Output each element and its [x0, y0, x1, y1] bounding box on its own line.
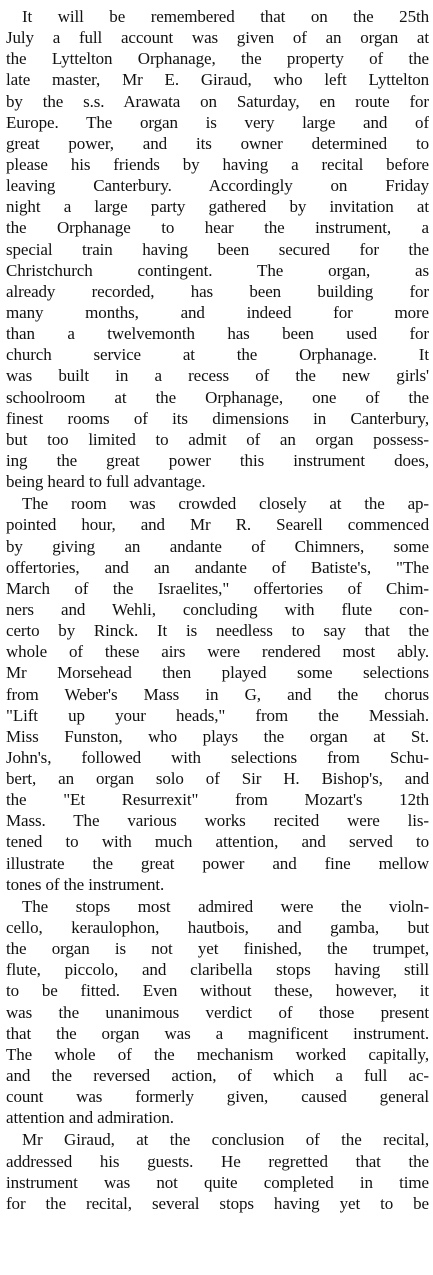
text-line: night a large party gathered by invitation at: [6, 197, 429, 217]
paragraph-1: [6, 6, 429, 492]
paragraph-4: [6, 1129, 429, 1214]
text-line: that the organ was a magnificent instrument.: [6, 1023, 429, 1043]
text-line: many months, and indeed for more: [6, 302, 429, 322]
text-line: finest rooms of its dimensions in Canterbury,: [6, 408, 429, 428]
text-line: March of the Israelites," offertories of Chim-: [6, 578, 429, 598]
paragraph-3: [6, 896, 429, 1129]
text-line: John's, followed with selections from Schu-: [6, 747, 429, 767]
text-line: The stops most admired were the violn-: [22, 896, 429, 916]
text-line: The room was crowded closely at the ap-: [22, 494, 429, 514]
text-line: church service at the Orphanage. It: [6, 345, 429, 365]
text-line: was built in a recess of the new girls': [6, 366, 429, 386]
text-line: the Orphanage to hear the instrument, a: [6, 218, 429, 238]
text-line: count was formerly given, caused general: [6, 1087, 429, 1107]
text-line: for the recital, several stops having yet to be: [6, 1193, 429, 1213]
text-line: great power, and its owner determined to: [6, 133, 429, 153]
text-line: offertories, and an andante of Batiste's, "The: [6, 557, 429, 577]
text-line: Christchurch contingent. The organ, as: [6, 260, 429, 280]
text-line: addressed his guests. He regretted that the: [6, 1151, 429, 1171]
text-line: was the unanimous verdict of those present: [6, 1002, 429, 1022]
text-line: special train having been secured for the: [6, 239, 429, 259]
text-line: than a twelvemonth has been used for: [6, 324, 429, 344]
text-line: ing the great power this instrument does,: [6, 450, 429, 470]
text-line: leaving Canterbury. Accordingly on Friday: [6, 176, 429, 196]
text-line: from Weber's Mass in G, and the chorus: [6, 684, 429, 704]
text-line: tened to with much attention, and served to: [6, 832, 429, 852]
text-line: to be fitted. Even without these, however, it: [6, 981, 429, 1001]
text-line: bert, an organ solo of Sir H. Bishop's, and: [6, 769, 429, 789]
paragraph-2: [6, 493, 429, 895]
text-line: pointed hour, and Mr R. Searell commenced: [6, 515, 429, 535]
text-line: Mr Morsehead then played some selections: [6, 663, 429, 683]
text-line: flute, piccolo, and claribella stops having still: [6, 960, 429, 980]
text-line: Mr Giraud, at the conclusion of the recital,: [22, 1130, 429, 1150]
text-line: please his friends by having a recital before: [6, 154, 429, 174]
text-line: by the s.s. Arawata on Saturday, en route for: [6, 91, 429, 111]
text-line: Mass. The various works recited were lis-: [6, 811, 429, 831]
text-line: the organ is not yet finished, the trumpet,: [6, 939, 429, 959]
text-line: certo by Rinck. It is needless to say that the: [6, 621, 429, 641]
text-line: late master, Mr E. Giraud, who left Lyttelton: [6, 70, 429, 90]
text-line: tones of the instrument.: [6, 874, 165, 894]
text-line: "Lift up your heads," from the Messiah.: [6, 705, 429, 725]
text-line: July a full account was given of an organ at: [6, 28, 429, 48]
text-line: the "Et Resurrexit" from Mozart's 12th: [6, 790, 429, 810]
text-line: but too limited to admit of an organ possess-: [6, 429, 429, 449]
text-line: Miss Funston, who plays the organ at St.: [6, 726, 429, 746]
text-line: whole of these airs were rendered most ably.: [6, 642, 429, 662]
text-line: by giving an andante of Chimners, some: [6, 536, 429, 556]
text-line: Europe. The organ is very large and of: [6, 112, 429, 132]
text-line: schoolroom at the Orphanage, one of the: [6, 387, 429, 407]
text-line: being heard to full advantage.: [6, 472, 206, 492]
text-line: ners and Wehli, concluding with flute con-: [6, 599, 429, 619]
text-line: cello, keraulophon, hautbois, and gamba, but: [6, 918, 429, 938]
text-line: It will be remembered that on the 25th: [22, 7, 429, 26]
text-line: the Lyttelton Orphanage, the property of the: [6, 49, 429, 69]
text-line: and the reversed action, of which a full ac-: [6, 1066, 429, 1086]
text-line: already recorded, has been building for: [6, 281, 429, 301]
text-line: attention and admiration.: [6, 1108, 174, 1128]
text-line: illustrate the great power and fine mellow: [6, 853, 429, 873]
text-line: The whole of the mechanism worked capitally,: [6, 1044, 429, 1064]
text-line: instrument was not quite completed in time: [6, 1172, 429, 1192]
